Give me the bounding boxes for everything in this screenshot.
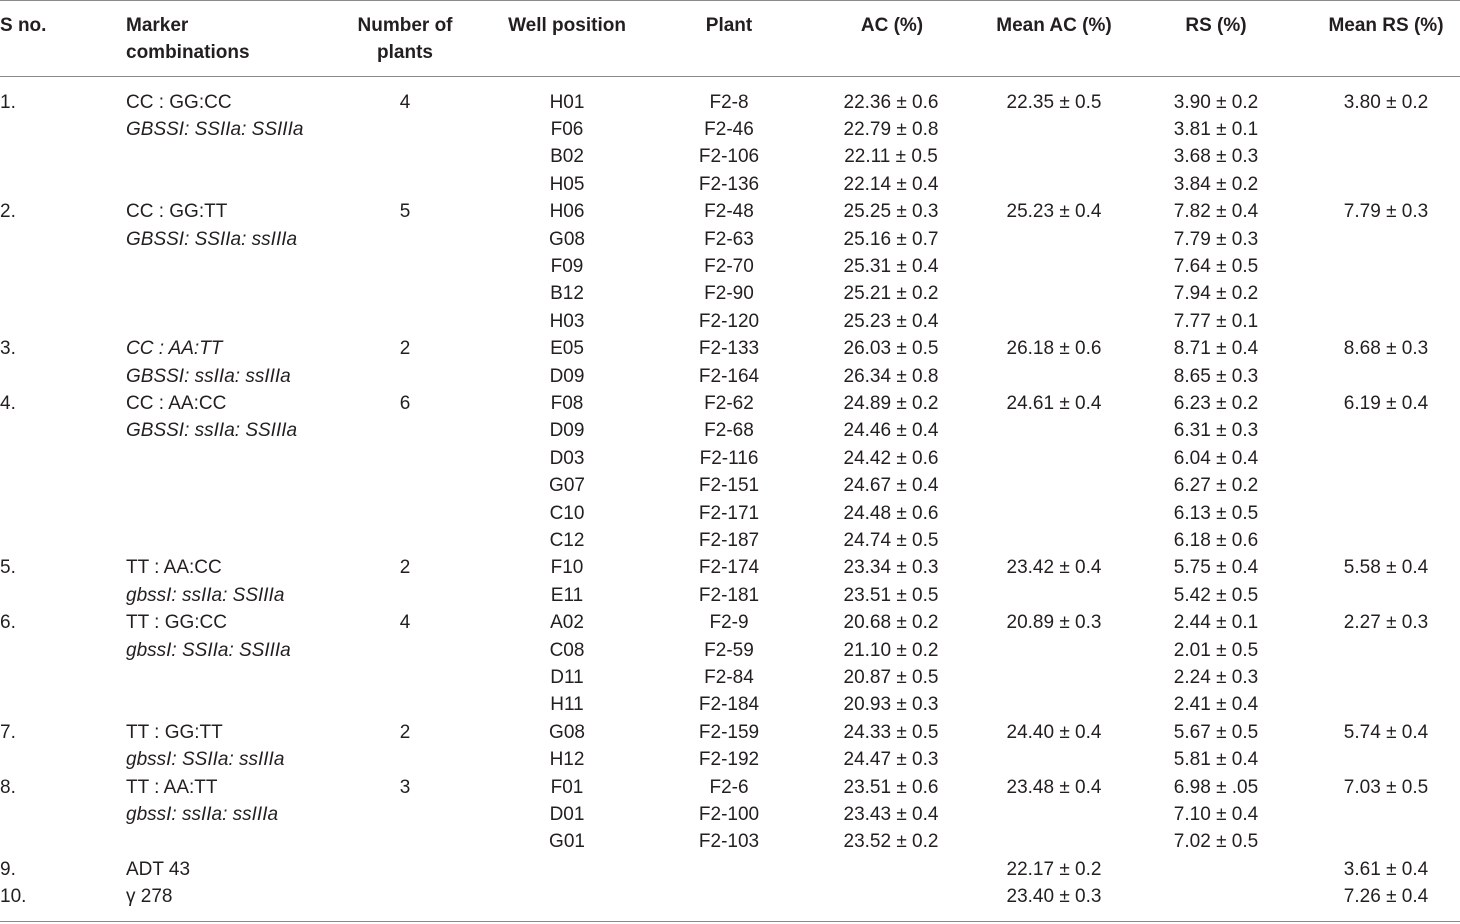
marker-cell: TT : AA:TT [126, 776, 218, 798]
ac-cell: 26.03 ± 0.5 [843, 338, 939, 360]
mean-rs-cell: 6.19 ± 0.4 [1343, 392, 1429, 414]
mean-rs-cell: 5.74 ± 0.4 [1343, 721, 1429, 743]
well-position-cell: F10 [550, 557, 584, 579]
plant-cell: F2-68 [704, 420, 754, 442]
well-position-cell: G08 [549, 721, 585, 743]
ac-cell: 21.10 ± 0.2 [843, 639, 939, 661]
rs-cell: 6.04 ± 0.4 [1173, 447, 1259, 469]
well-position-cell: E05 [550, 338, 584, 360]
plant-cell: F2-6 [709, 776, 749, 798]
mean-rs-cell: 3.61 ± 0.4 [1343, 858, 1429, 880]
ac-cell: 23.34 ± 0.3 [843, 557, 939, 579]
mean-ac-cell: 20.89 ± 0.3 [1006, 612, 1102, 634]
mean-rs-cell: 2.27 ± 0.3 [1343, 612, 1429, 634]
plant-count-cell: 6 [399, 392, 411, 414]
rs-cell: 7.79 ± 0.3 [1173, 228, 1259, 250]
s-no-cell: 2. [0, 201, 16, 223]
plant-cell: F2-120 [698, 310, 760, 332]
well-position-cell: C12 [549, 529, 585, 551]
plant-cell: F2-184 [698, 694, 760, 716]
plant-cell: F2-62 [704, 392, 754, 414]
marker-cell: gbssI: SSIIa: ssIIIa [126, 749, 285, 771]
well-position-cell: G08 [549, 228, 585, 250]
header-plant: Plant [705, 15, 753, 36]
marker-cell: ADT 43 [126, 858, 191, 880]
rs-cell: 3.68 ± 0.3 [1173, 146, 1259, 168]
well-position-cell: C10 [549, 502, 585, 524]
well-position-cell: D01 [549, 803, 585, 825]
rs-cell: 5.75 ± 0.4 [1173, 557, 1259, 579]
well-position-cell: H12 [549, 749, 585, 771]
ac-cell: 25.21 ± 0.2 [843, 283, 939, 305]
rs-cell: 6.18 ± 0.6 [1173, 529, 1259, 551]
s-no-cell: 6. [0, 612, 16, 634]
marker-cell: γ 278 [126, 886, 173, 908]
mean-rs-cell: 7.79 ± 0.3 [1343, 201, 1429, 223]
well-position-cell: D11 [550, 666, 584, 688]
s-no-cell: 4. [0, 392, 16, 414]
rs-cell: 6.31 ± 0.3 [1173, 420, 1259, 442]
bottom-rule [0, 921, 1460, 922]
marker-cell: TT : GG:TT [126, 721, 223, 743]
rs-cell: 2.24 ± 0.3 [1173, 666, 1259, 688]
ac-cell: 24.42 ± 0.6 [843, 447, 939, 469]
ac-cell: 25.23 ± 0.4 [843, 310, 939, 332]
rs-cell: 7.82 ± 0.4 [1173, 201, 1259, 223]
ac-cell: 23.43 ± 0.4 [843, 803, 939, 825]
plant-count-cell: 2 [399, 721, 411, 743]
s-no-cell: 3. [0, 338, 16, 360]
ac-cell: 24.89 ± 0.2 [843, 392, 939, 414]
plant-cell: F2-59 [704, 639, 754, 661]
rs-cell: 2.44 ± 0.1 [1173, 612, 1259, 634]
rs-cell: 2.41 ± 0.4 [1173, 694, 1259, 716]
s-no-cell: 5. [0, 557, 16, 579]
top-rule [0, 0, 1460, 1]
plant-count-cell: 4 [399, 91, 411, 113]
rs-cell: 5.42 ± 0.5 [1173, 584, 1259, 606]
marker-cell: TT : GG:CC [126, 612, 227, 634]
well-position-cell: H05 [549, 173, 585, 195]
rs-cell: 7.94 ± 0.2 [1173, 283, 1259, 305]
header-s-no: S no. [0, 15, 47, 36]
s-no-cell: 10. [0, 886, 27, 908]
header-mean-rs: Mean RS (%) [1328, 15, 1444, 36]
ac-cell: 25.31 ± 0.4 [843, 255, 939, 277]
plant-cell: F2-174 [698, 557, 760, 579]
marker-cell: CC : GG:CC [126, 91, 232, 113]
mean-ac-cell: 23.42 ± 0.4 [1006, 557, 1102, 579]
rs-cell: 8.65 ± 0.3 [1173, 365, 1259, 387]
ac-cell: 24.47 ± 0.3 [843, 749, 939, 771]
mean-ac-cell: 24.61 ± 0.4 [1006, 392, 1102, 414]
marker-cell: CC : AA:CC [126, 392, 227, 414]
plant-cell: F2-164 [698, 365, 760, 387]
well-position-cell: B02 [550, 146, 584, 168]
mean-rs-cell: 7.03 ± 0.5 [1343, 776, 1429, 798]
well-position-cell: D09 [549, 420, 585, 442]
marker-cell: GBSSI: SSIIa: SSIIIa [126, 118, 304, 140]
ac-cell: 22.11 ± 0.5 [844, 146, 938, 168]
well-position-cell: H03 [549, 310, 585, 332]
well-position-cell: H01 [549, 91, 585, 113]
well-position-cell: A02 [550, 612, 584, 634]
header-well-position: Well position [508, 15, 626, 36]
well-position-cell: F06 [550, 118, 584, 140]
plant-count-cell: 2 [399, 557, 411, 579]
plant-cell: F2-63 [704, 228, 754, 250]
ac-cell: 23.52 ± 0.2 [843, 831, 939, 853]
s-no-cell: 1. [0, 91, 16, 113]
plant-cell: F2-48 [704, 201, 754, 223]
ac-cell: 20.87 ± 0.5 [843, 666, 939, 688]
plant-cell: F2-151 [698, 475, 760, 497]
marker-cell: TT : AA:CC [126, 557, 222, 579]
ac-cell: 24.74 ± 0.5 [843, 529, 939, 551]
ac-cell: 22.79 ± 0.8 [843, 118, 939, 140]
mean-ac-cell: 23.40 ± 0.3 [1006, 886, 1102, 908]
ac-cell: 20.68 ± 0.2 [843, 612, 939, 634]
rs-cell: 6.27 ± 0.2 [1173, 475, 1259, 497]
ac-cell: 24.48 ± 0.6 [843, 502, 939, 524]
ac-cell: 24.46 ± 0.4 [843, 420, 939, 442]
mean-rs-cell: 3.80 ± 0.2 [1343, 91, 1429, 113]
rs-cell: 7.10 ± 0.4 [1173, 803, 1259, 825]
s-no-cell: 8. [0, 776, 16, 798]
mean-ac-cell: 22.35 ± 0.5 [1006, 91, 1102, 113]
rs-cell: 7.77 ± 0.1 [1173, 310, 1259, 332]
plant-cell: F2-9 [709, 612, 749, 634]
plant-cell: F2-70 [704, 255, 754, 277]
plant-count-cell: 3 [399, 776, 411, 798]
plant-cell: F2-116 [699, 447, 759, 469]
marker-cell: GBSSI: SSIIa: ssIIIa [126, 228, 298, 250]
well-position-cell: D09 [549, 365, 585, 387]
rs-cell: 5.67 ± 0.5 [1173, 721, 1259, 743]
s-no-cell: 9. [0, 858, 16, 880]
well-position-cell: E11 [550, 584, 584, 606]
rs-cell: 3.81 ± 0.1 [1173, 118, 1259, 140]
well-position-cell: B12 [550, 283, 584, 305]
plant-cell: F2-90 [704, 283, 754, 305]
marker-cell: CC : AA:TT [126, 338, 223, 360]
ac-cell: 26.34 ± 0.8 [843, 365, 939, 387]
rs-cell: 6.13 ± 0.5 [1173, 502, 1259, 524]
marker-cell: gbssI: ssIIa: ssIIIa [126, 803, 279, 825]
mean-rs-cell: 5.58 ± 0.4 [1343, 557, 1429, 579]
plant-cell: F2-136 [698, 173, 760, 195]
plant-count-cell: 4 [399, 612, 411, 634]
marker-cell: GBSSI: ssIIa: ssIIIa [126, 365, 291, 387]
marker-cell: gbssI: SSIIa: SSIIIa [126, 639, 291, 661]
plant-cell: F2-133 [698, 338, 760, 360]
well-position-cell: H11 [550, 694, 584, 716]
ac-cell: 23.51 ± 0.5 [843, 584, 939, 606]
header-rs: RS (%) [1185, 15, 1247, 36]
ac-cell: 24.67 ± 0.4 [843, 475, 939, 497]
ac-cell: 24.33 ± 0.5 [843, 721, 939, 743]
plant-cell: F2-181 [698, 584, 760, 606]
mean-ac-cell: 25.23 ± 0.4 [1006, 201, 1102, 223]
marker-cell: gbssI: ssIIa: SSIIIa [126, 584, 285, 606]
mean-rs-cell: 7.26 ± 0.4 [1343, 886, 1429, 908]
rs-cell: 7.02 ± 0.5 [1173, 831, 1259, 853]
mean-ac-cell: 22.17 ± 0.2 [1006, 858, 1102, 880]
mean-ac-cell: 24.40 ± 0.4 [1006, 721, 1102, 743]
mean-ac-cell: 26.18 ± 0.6 [1006, 338, 1102, 360]
plant-cell: F2-8 [709, 91, 749, 113]
ac-cell: 25.16 ± 0.7 [843, 228, 939, 250]
well-position-cell: D03 [549, 447, 585, 469]
rs-cell: 7.64 ± 0.5 [1173, 255, 1259, 277]
rs-cell: 3.84 ± 0.2 [1173, 173, 1259, 195]
header-ac: AC (%) [860, 15, 924, 36]
s-no-cell: 7. [0, 721, 16, 743]
header-marker-combinations: Marker combinations [126, 15, 250, 63]
marker-cell: GBSSI: ssIIa: SSIIIa [126, 420, 298, 442]
header-mean-ac: Mean AC (%) [996, 15, 1112, 36]
header-number-of-plants: Number of plants [357, 15, 453, 63]
plant-cell: F2-171 [698, 502, 760, 524]
mean-rs-cell: 8.68 ± 0.3 [1343, 338, 1429, 360]
ac-cell: 22.36 ± 0.6 [843, 91, 939, 113]
plant-cell: F2-187 [698, 529, 760, 551]
plant-cell: F2-159 [698, 721, 760, 743]
ac-cell: 25.25 ± 0.3 [843, 201, 939, 223]
plant-cell: F2-103 [698, 831, 760, 853]
marker-cell: CC : GG:TT [126, 201, 228, 223]
rs-cell: 2.01 ± 0.5 [1173, 639, 1259, 661]
rs-cell: 6.23 ± 0.2 [1173, 392, 1259, 414]
mean-ac-cell: 23.48 ± 0.4 [1006, 776, 1102, 798]
rs-cell: 5.81 ± 0.4 [1173, 749, 1259, 771]
plant-cell: F2-106 [698, 146, 760, 168]
plant-cell: F2-100 [698, 803, 760, 825]
plant-count-cell: 2 [399, 338, 411, 360]
well-position-cell: C08 [549, 639, 585, 661]
plant-cell: F2-192 [698, 749, 760, 771]
well-position-cell: G01 [549, 831, 585, 853]
ac-cell: 20.93 ± 0.3 [843, 694, 939, 716]
header-rule [0, 76, 1460, 77]
rs-cell: 6.98 ± .05 [1173, 776, 1259, 798]
plant-cell: F2-46 [704, 118, 754, 140]
ac-cell: 23.51 ± 0.6 [843, 776, 939, 798]
well-position-cell: F09 [550, 255, 584, 277]
ac-cell: 22.14 ± 0.4 [843, 173, 939, 195]
plant-count-cell: 5 [399, 201, 411, 223]
rs-cell: 3.90 ± 0.2 [1173, 91, 1259, 113]
well-position-cell: H06 [549, 201, 585, 223]
well-position-cell: F08 [550, 392, 584, 414]
well-position-cell: F01 [550, 776, 584, 798]
rs-cell: 8.71 ± 0.4 [1173, 338, 1259, 360]
plant-cell: F2-84 [704, 666, 754, 688]
well-position-cell: G07 [549, 475, 585, 497]
